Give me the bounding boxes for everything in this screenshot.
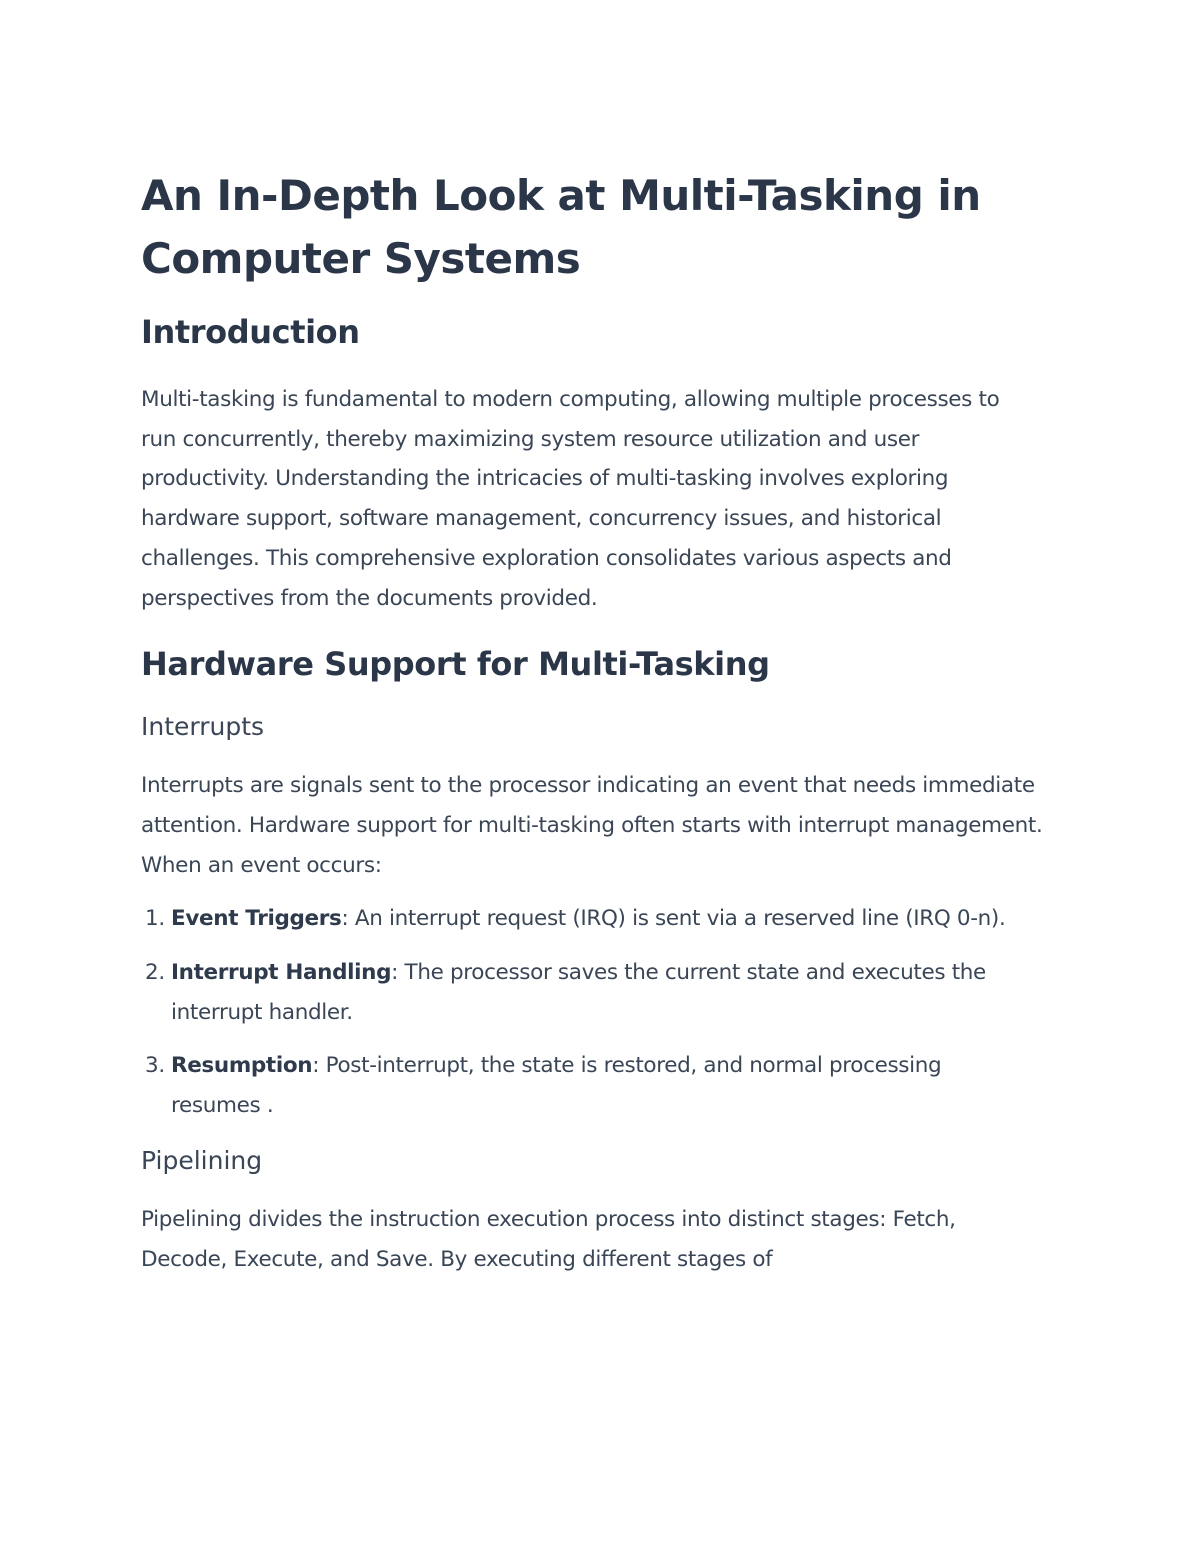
document-title: An In-Depth Look at Multi-Tasking in Computer Systems [141, 171, 981, 283]
list-item-term: Resumption [171, 1053, 313, 1079]
list-item-term: Event Triggers [171, 906, 342, 932]
list-item-text: : Post-interrupt, the state is restored, and normal processing resumes . [171, 1053, 942, 1119]
interrupts-paragraph: Interrupts are signals sent to the processor indicating an event that needs immediate attention. Hardware support for multi-tasking often starts with interrupt management. When an event occurs: [141, 773, 1043, 878]
pipelining-paragraph: Pipelining divides the instruction execution process into distinct stages: Fetch, Decode, Execute, and Save. By executing different stages of [141, 1206, 956, 1272]
list-item [141, 953, 1071, 1032]
heading-hardware-support: Hardware Support for Multi-Tasking [141, 645, 770, 684]
interrupt-steps-list [141, 899, 1071, 1126]
list-item [141, 1046, 1001, 1125]
list-item-text: : The processor saves the current state and executes the interrupt handler. [171, 960, 986, 1025]
list-item-number: 1. [145, 906, 165, 932]
list-item-term: Interrupt Handling [171, 960, 392, 986]
document-page [141, 164, 1071, 1279]
list-item-number: 3. [145, 1053, 165, 1079]
intro-paragraph: Multi-tasking is fundamental to modern computing, allowing multiple processes to run concurrently, thereby maximizing system resource utilization and user productivity. Understanding the intricacies of multi-tasking involves exploring hardware support, software management, concurrency issues, and historical challenges. This comprehensive exploration consolidates various aspects and perspectives from the documents provided. [141, 387, 1000, 611]
heading-pipelining: Pipelining [141, 1145, 263, 1175]
list-item-number: 2. [145, 960, 165, 986]
list-item-text: : An interrupt request (IRQ) is sent via a reserved line (IRQ 0-n). [341, 906, 1006, 932]
heading-interrupts: Interrupts [141, 712, 265, 742]
list-item [141, 899, 1041, 939]
heading-introduction: Introduction [141, 313, 360, 351]
